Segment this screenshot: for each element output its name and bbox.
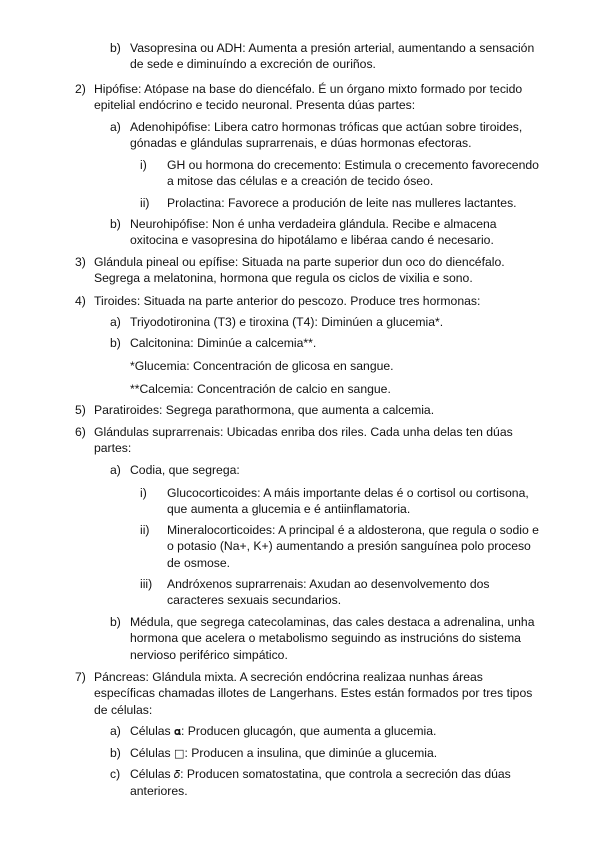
missing-glyph-symbol: □ (174, 747, 185, 760)
list-item-vasopresina (110, 40, 540, 73)
list-text: Hipófise: Atópase na base do diencéfalo. É un órgano mixto formado por tecido epitelial endócrino e tecido neuronal. Presenta dúas partes: (94, 82, 523, 113)
list-text: Mineralocorticoides: A principal é a aldosterona, que regula o sodio e o potasio (Na+, K+) aumentando a presión sanguínea polo proceso de osmose. (167, 523, 539, 570)
list-item-glucocorticoides (140, 485, 545, 518)
list-marker: 6) (75, 425, 86, 439)
list-marker: ii) (140, 523, 150, 537)
list-text: Codia, que segrega: (130, 463, 240, 477)
list-marker: a) (110, 724, 121, 738)
list-marker: 7) (75, 670, 86, 684)
cell-label: Células (130, 767, 171, 781)
list-text: Calcitonina: Diminúe a calcemia**. (130, 336, 317, 350)
list-item-tiroides (75, 293, 554, 309)
list-text: Glucocorticoides: A máis importante delas é o cortisol ou cortisona, que aumenta a glucemia e é antiinflamatoria. (167, 486, 529, 517)
list-marker: i) (140, 158, 147, 172)
delta-symbol: 𝛿 (174, 768, 181, 781)
list-item-medula (110, 614, 535, 663)
list-item-celulas-delta (110, 766, 540, 800)
alpha-symbol: 𝛂 (174, 725, 181, 738)
list-item-celulas-alfa (110, 723, 540, 740)
list-text: Prolactina: Favorece a produción de leite nas mulleres lactantes. (167, 196, 517, 210)
list-marker: 2) (75, 82, 86, 96)
list-text (130, 745, 540, 762)
list-item-codia (110, 462, 530, 478)
list-item-celulas-beta (110, 745, 540, 762)
list-text: Neurohipófise: Non é unha verdadeira glándula. Recibe e almacena oxitocina e vasopresina do hipotálamo e libéraa cando é necesario. (130, 217, 497, 248)
list-marker: a) (110, 315, 121, 329)
list-item-mineralocorticoides (140, 522, 545, 571)
list-text: Glándula pineal ou epífise: Situada na parte superior dun oco do diencéfalo. Segrega a melatonina, hormona que regula os ciclos de vixilia e sono. (94, 255, 505, 286)
list-item-pancreas (75, 669, 539, 718)
list-item-prolactina (140, 195, 552, 211)
list-marker: a) (110, 120, 121, 134)
list-marker: iii) (140, 577, 153, 591)
list-marker: ii) (140, 196, 150, 210)
list-item-pineal (75, 254, 534, 287)
footnote-calcemia: **Calcemia: Concentración de calcio en sangue. (130, 382, 391, 396)
list-text: Triyodotironina (T3) e tiroxina (T4): Diminúen a glucemia*. (130, 315, 444, 329)
list-marker: 5) (75, 403, 86, 417)
list-item-paratiroides (75, 402, 554, 418)
footnote-glucemia: *Glucemia: Concentración de glicosa en sangue. (130, 359, 394, 373)
list-item-adenohipofise (110, 119, 540, 152)
cell-label: Células (130, 746, 171, 760)
cell-label: Células (130, 724, 171, 738)
list-marker: c) (110, 767, 121, 781)
cell-description: : Producen a insulina, que diminúe a glucemia. (184, 746, 438, 760)
list-text: Andróxenos suprarrenais: Axudan ao desenvolvemento dos caracteres sexuais secundarios. (167, 577, 490, 608)
list-marker: b) (110, 217, 121, 231)
list-item-gh (140, 157, 542, 190)
list-text: GH ou hormona do crecemento: Estimula o crecemento favorecendo a mitose das células e a creación de tecido óseo. (167, 158, 539, 189)
list-text: Adenohipófise: Libera catro hormonas tróficas que actúan sobre tiroides, gónadas e glándulas suprarrenais, e dúas hormonas efectoras. (130, 120, 523, 151)
list-text: Paratiroides: Segrega parathormona, que aumenta a calcemia. (94, 403, 435, 417)
list-text: Médula, que segrega catecolaminas, das cales destaca a adrenalina, unha hormona que acelera o metabolismo seguindo as instrucións do sistema nervioso periférico simpático. (130, 615, 535, 662)
list-marker: 3) (75, 255, 86, 269)
list-text: Vasopresina ou ADH: Aumenta a presión arterial, aumentando a sensación de sede e diminuíndo a excreción de ouriños. (130, 41, 535, 72)
list-item-suprarrenais (75, 424, 534, 457)
cell-description: : Producen glucagón, que aumenta a glucemia. (181, 724, 437, 738)
list-marker: b) (110, 336, 121, 350)
list-marker: 4) (75, 294, 86, 308)
list-item-androxenos (140, 576, 527, 609)
list-text (130, 766, 540, 800)
list-text: Glándulas suprarrenais: Ubicadas enriba dos riles. Cada unha delas ten dúas partes: (94, 425, 513, 456)
list-item-neurohipofise (110, 216, 515, 249)
list-text: Páncreas: Glándula mixta. A secreción endócrina realizaa nunhas áreas específicas chamadas illotes de Langerhans. Estes están formados por tres tipos de células: (94, 670, 533, 717)
list-marker: a) (110, 463, 121, 477)
list-marker: b) (110, 41, 121, 55)
list-item-t3-t4 (110, 314, 530, 330)
list-marker: b) (110, 746, 121, 760)
list-item-calcitonina (110, 335, 530, 351)
list-text (130, 723, 540, 740)
list-marker: b) (110, 615, 121, 629)
list-item-hipofise (75, 81, 534, 114)
cell-description: : Producen somatostatina, que controla a secreción das dúas anteriores. (130, 767, 511, 799)
list-marker: i) (140, 486, 147, 500)
list-text: Tiroides: Situada na parte anterior do pescozo. Produce tres hormonas: (94, 294, 481, 308)
